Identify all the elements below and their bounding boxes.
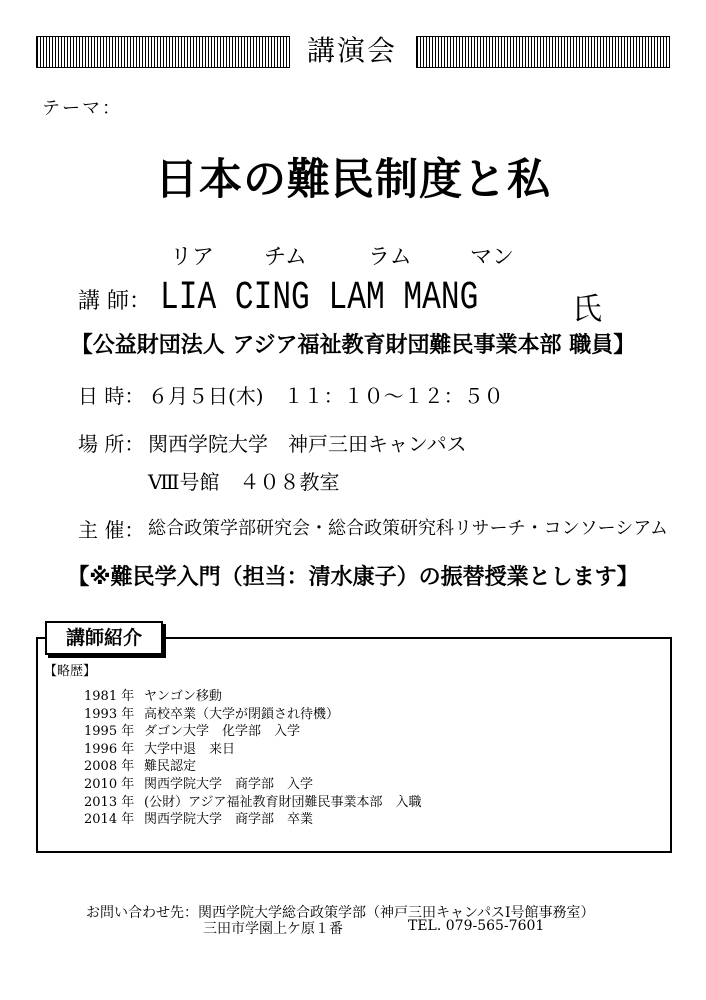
profile-subheading: 【略歴】 [44, 664, 97, 679]
place-value-campus: 関西学院大学 神戸三田キャンパス [148, 432, 467, 456]
theme-label: テーマ： [42, 98, 122, 119]
timeline-item [84, 776, 422, 794]
lecturer-label: 講 師： [78, 289, 151, 314]
timeline-year: 1996 年 [84, 741, 135, 757]
career-timeline [84, 688, 422, 829]
timeline-item [84, 688, 422, 706]
header-band-right [416, 36, 670, 68]
lecturer-honorific: 氏 [572, 292, 602, 327]
timeline-item [84, 723, 422, 741]
timeline-item [84, 758, 422, 776]
host-label: 主 催： [78, 518, 145, 542]
date-label: 日 時： [78, 384, 145, 408]
timeline-year: 1981 年 [84, 689, 135, 704]
timeline-year: 1995 年 [84, 724, 135, 740]
timeline-event: 関西学院大学 商学部 卒業 [144, 812, 314, 828]
ruby-cing: チム [264, 245, 307, 270]
timeline-event: 関西学院大学 商学部 入学 [144, 776, 314, 792]
timeline-event: 難民認定 [144, 759, 197, 775]
ruby-lia: リア [170, 245, 215, 270]
lecturer-name: LIA CING LAM MANG [160, 276, 479, 321]
header-title: 講演会 [306, 34, 397, 67]
timeline-item [84, 811, 422, 829]
place-label: 場 所： [78, 432, 145, 456]
host-value: 総合政策学部研究会・総合政策研究科リサーチ・コンソーシアム [148, 518, 669, 539]
timeline-event: ダゴン大学 化学部 入学 [144, 724, 301, 740]
timeline-year: 2010 年 [84, 776, 135, 792]
timeline-item [84, 794, 422, 812]
timeline-event: (公財）アジア福祉教育財団難民事業本部 入職 [144, 794, 422, 810]
timeline-event: 大学中退 来日 [144, 741, 236, 757]
timeline-year: 1993 年 [84, 706, 135, 722]
timeline-item [84, 741, 422, 759]
timeline-year: 2008 年 [84, 759, 135, 775]
date-value: ６月５日(木) １１：１０～１２：５０ [148, 384, 504, 408]
profile-heading: 講師紹介 [45, 621, 163, 655]
makeup-class-notice: 【※難民学入門（担当：清水康子）の振替授業とします】 [67, 565, 639, 590]
contact-address: 三田市学園上ケ原１番 [203, 921, 343, 937]
contact-tel: TEL. 079-565-7601 [408, 918, 545, 934]
header-band-left [36, 36, 290, 68]
place-value-room: Ⅷ号館 ４０８教室 [148, 470, 340, 494]
lecturer-affiliation: 【公益財団法人 アジア福祉教育財団難民事業本部 職員】 [70, 333, 636, 358]
timeline-year: 2014 年 [84, 812, 135, 828]
ruby-lam: ラム [368, 245, 412, 270]
timeline-event: 高校卒業（大学が閉鎖され待機） [144, 706, 340, 722]
timeline-year: 2013 年 [84, 794, 135, 810]
ruby-mang: マン [470, 245, 515, 270]
timeline-event: ヤンゴン移動 [144, 689, 222, 704]
lecture-title: 日本の難民制度と私 [155, 155, 551, 205]
timeline-item [84, 706, 422, 724]
contact-line: お問い合わせ先：関西学院大学総合政策学部（神戸三田キャンパスⅠ号館事務室） [86, 905, 595, 921]
